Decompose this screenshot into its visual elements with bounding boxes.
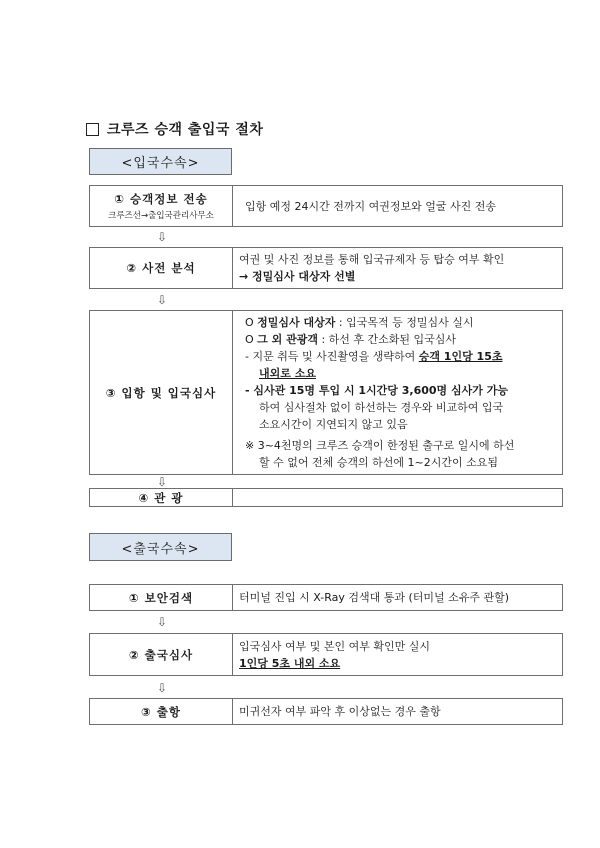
entry-step-1: [89, 185, 563, 227]
page-title-text: 크루즈 승객 출입국 절차: [107, 122, 264, 138]
checkbox-square-icon: [86, 123, 99, 136]
entry-step-4-label: ④ 관 광: [138, 490, 184, 505]
down-arrow-icon: ⇩: [156, 475, 168, 489]
exit-step-2-content: [233, 634, 562, 675]
bullet-detailed-inspection: O 정밀심사 대상자 : 입국목적 등 정밀심사 실시: [245, 316, 474, 329]
entry-step-4-label-cell: [90, 489, 233, 506]
entry-step-1-text: 입항 예정 24시간 전까지 여권정보와 얼굴 사진 전송: [245, 199, 496, 213]
exit-step-2-label: ② 출국심사: [128, 647, 194, 662]
exit-step-3-text: 미귀선자 여부 파악 후 이상없는 경우 출항: [239, 705, 441, 718]
down-arrow-icon: ⇩: [156, 615, 168, 629]
entry-step-3-label: ③ 입항 및 입국심사: [105, 385, 217, 400]
exit-step-1: [89, 584, 563, 611]
dash-fingerprint-omitted: - 지문 취득 및 사진촬영을 생략하여 승객 1인당 15초: [245, 350, 503, 363]
entry-step-3-label-cell: [90, 311, 233, 474]
down-arrow-icon: ⇩: [156, 230, 168, 244]
exit-section-label: <출국수속>: [89, 533, 232, 561]
exit-step-2-label-cell: [90, 634, 233, 675]
down-arrow-icon: ⇩: [156, 681, 168, 695]
note-line1: ※ 3~4천명의 크루즈 승객이 한정된 출구로 일시에 하선: [245, 439, 515, 452]
exit-step-2-line2: 1인당 5초 내외 소요: [239, 656, 341, 670]
dash-fingerprint-omitted-cont: 내외로 소요: [259, 367, 316, 380]
dash-inspectors: - 심사관 15명 투입 시 1시간당 3,600명 심사가 가능: [245, 384, 508, 397]
entry-step-3: [89, 310, 563, 475]
entry-step-2-content: [233, 248, 562, 288]
entry-step-1-sublabel: 크루즈선→출입국관리사무소: [108, 211, 214, 221]
exit-step-1-label: ① 보안검색: [128, 590, 194, 605]
exit-step-2: [89, 633, 563, 676]
entry-step-4: [89, 488, 563, 507]
entry-step-3-content: [233, 311, 562, 474]
entry-step-1-label: ① 승객정보 전송: [114, 192, 208, 206]
entry-step-2-line1: 여권 및 사진 정보를 통해 입국규제자 등 탑승 여부 확인: [239, 253, 505, 266]
dash-inspectors-cont1: 하여 심사절차 없이 하선하는 경우와 비교하여 입국: [259, 401, 504, 414]
bullet-other-tourists: O 그 외 관광객 : 하선 후 간소화된 입국심사: [245, 333, 457, 346]
exit-step-1-label-cell: [90, 585, 233, 610]
exit-step-1-content: [233, 585, 562, 610]
note-line2: 할 수 없어 전체 승객의 하선에 1~2시간이 소요됨: [259, 456, 498, 469]
exit-step-3-content: [233, 699, 562, 724]
exit-step-1-text: 터미널 진입 시 X-Ray 검색대 통과 (터미널 소유주 관할): [239, 591, 510, 604]
entry-step-2-line2: → 정밀심사 대상자 선별: [239, 270, 356, 283]
entry-step-1-content: [233, 186, 562, 226]
exit-step-3-label-cell: [90, 699, 233, 724]
entry-step-2: [89, 247, 563, 289]
entry-section-label: <입국수속>: [89, 148, 232, 175]
exit-step-3: [89, 698, 563, 725]
exit-step-2-line1: 입국심사 여부 및 본인 여부 확인만 실시: [239, 639, 430, 653]
entry-step-2-label: ② 사전 분석: [126, 261, 196, 275]
dash-inspectors-cont2: 소요시간이 지연되지 않고 있음: [259, 418, 408, 431]
page-title: [86, 119, 263, 139]
entry-step-4-content: [233, 489, 562, 506]
entry-step-2-label-cell: [90, 248, 233, 288]
down-arrow-icon: ⇩: [156, 293, 168, 307]
entry-step-1-label-cell: [90, 186, 233, 226]
exit-step-3-label: ③ 출항: [141, 704, 181, 719]
